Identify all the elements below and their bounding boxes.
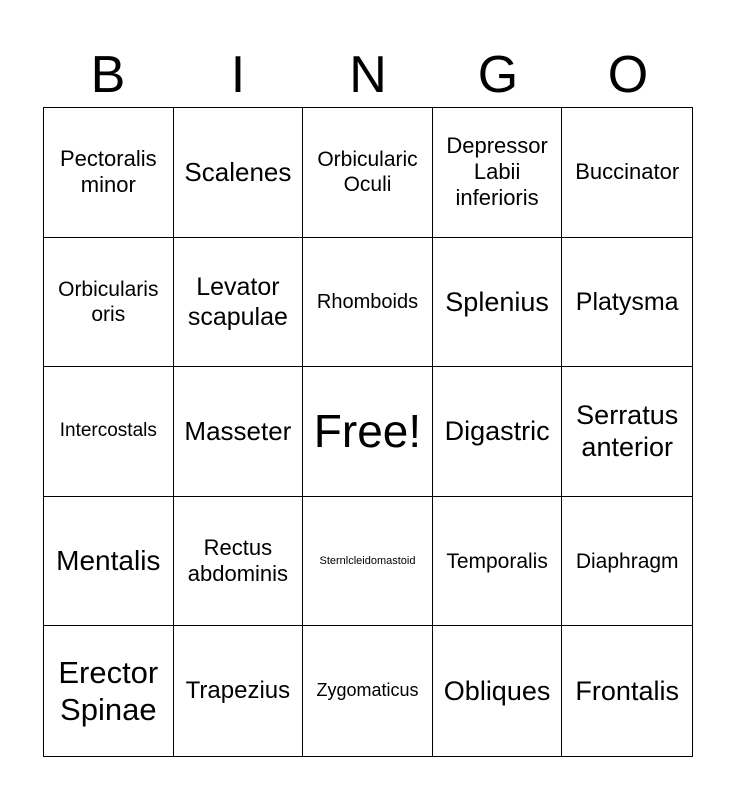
header-letter-g: G bbox=[477, 46, 519, 104]
bingo-cell-trapezius[interactable] bbox=[174, 626, 304, 756]
bingo-cell-masseter[interactable] bbox=[174, 367, 304, 497]
cell-label: Trapezius bbox=[185, 676, 291, 704]
cell-label: Pectoralis minor bbox=[60, 145, 157, 198]
bingo-cell-erector-spinae[interactable] bbox=[44, 626, 174, 756]
bingo-cell-buccinator[interactable] bbox=[562, 108, 692, 238]
bingo-cell-orbicularic-oculi[interactable] bbox=[303, 108, 433, 238]
bingo-cell-platysma[interactable] bbox=[562, 238, 692, 368]
header-letter-n: N bbox=[349, 46, 387, 104]
bingo-cell-obliques[interactable] bbox=[433, 626, 563, 756]
bingo-cell-serratus-anterior[interactable] bbox=[562, 367, 692, 497]
cell-label: Buccinator bbox=[575, 159, 680, 185]
bingo-cell-intercostals[interactable] bbox=[44, 367, 174, 497]
bingo-cell-mentalis[interactable] bbox=[44, 497, 174, 627]
cell-label: Sternlcleidomastoid bbox=[319, 554, 416, 567]
cell-label: Scalenes bbox=[184, 156, 292, 187]
bingo-cell-scalenes[interactable] bbox=[174, 108, 304, 238]
bingo-cell-temporalis[interactable] bbox=[433, 497, 563, 627]
bingo-cell-zygomaticus[interactable] bbox=[303, 626, 433, 756]
cell-label: Free! bbox=[313, 404, 422, 457]
bingo-cell-rhomboids[interactable] bbox=[303, 238, 433, 368]
cell-label: Serratus anterior bbox=[576, 400, 679, 463]
cell-label: Splenius bbox=[445, 286, 549, 317]
bingo-cell-diaphragm[interactable] bbox=[562, 497, 692, 627]
header-letter-b: B bbox=[90, 46, 126, 104]
cell-label: Platysma bbox=[575, 287, 679, 316]
bingo-board bbox=[43, 107, 693, 757]
bingo-cell-free-space[interactable] bbox=[303, 367, 433, 497]
cell-label: Rectus abdominis bbox=[187, 534, 289, 587]
cell-label: Digastric bbox=[444, 416, 550, 447]
cell-label: Erector Spinae bbox=[58, 655, 159, 728]
bingo-cell-pectoralis-minor[interactable] bbox=[44, 108, 174, 238]
cell-label: Levator scapulae bbox=[187, 272, 288, 331]
bingo-cell-digastric[interactable] bbox=[433, 367, 563, 497]
cell-label: Rhomboids bbox=[316, 290, 419, 313]
bingo-cell-rectus-abdominis[interactable] bbox=[174, 497, 304, 627]
bingo-cell-sternocleidomastoid[interactable] bbox=[303, 497, 433, 627]
cell-label: Obliques bbox=[443, 676, 551, 706]
cell-label: Orbicularis oris bbox=[58, 277, 159, 326]
cell-label: Depressor Labii inferioris bbox=[446, 132, 548, 211]
bingo-cell-levator-scapulae[interactable] bbox=[174, 238, 304, 368]
cell-label: Mentalis bbox=[56, 545, 161, 577]
cell-label: Zygomaticus bbox=[316, 680, 419, 701]
cell-label: Temporalis bbox=[446, 549, 548, 573]
cell-label: Orbicularic Oculi bbox=[317, 148, 418, 197]
bingo-cell-frontalis[interactable] bbox=[562, 626, 692, 756]
cell-label: Intercostals bbox=[59, 420, 157, 442]
header-letter-o: O bbox=[607, 46, 649, 104]
bingo-cell-depressor-labii-inferioris[interactable] bbox=[433, 108, 563, 238]
header-letter-i: I bbox=[230, 46, 246, 104]
bingo-cell-orbicularis-oris[interactable] bbox=[44, 238, 174, 368]
cell-label: Diaphragm bbox=[575, 549, 679, 573]
cell-label: Masseter bbox=[184, 415, 292, 446]
cell-label: Frontalis bbox=[575, 676, 679, 706]
bingo-header bbox=[43, 44, 693, 106]
bingo-cell-splenius[interactable] bbox=[433, 238, 563, 368]
